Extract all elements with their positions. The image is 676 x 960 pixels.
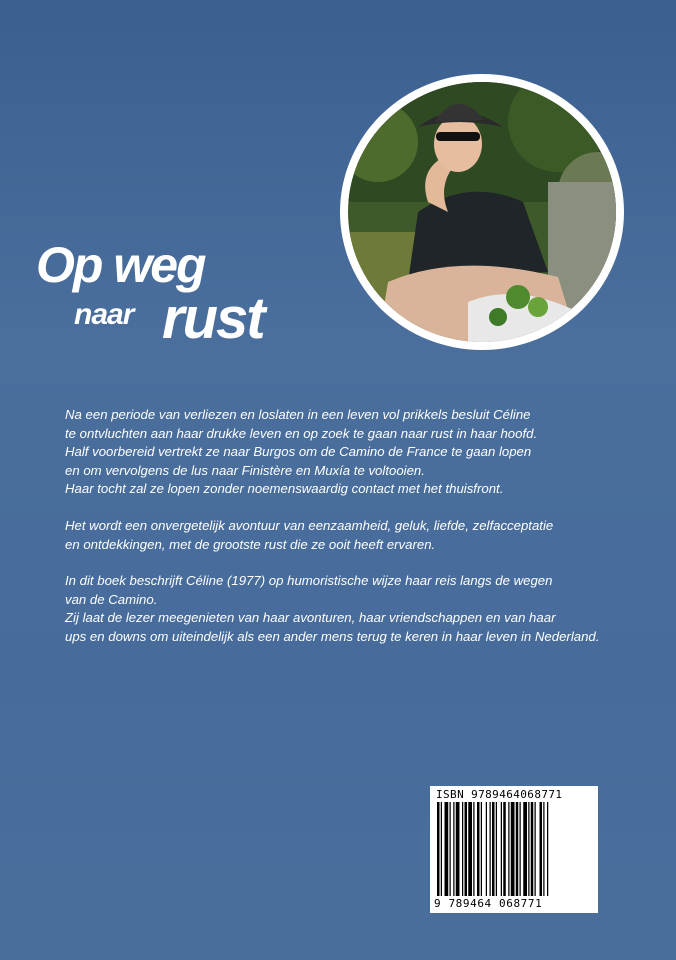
barcode-bar bbox=[528, 802, 529, 896]
barcode-bar bbox=[437, 802, 440, 896]
title-line-3: rust bbox=[162, 286, 264, 351]
barcode-bar bbox=[473, 802, 474, 896]
title-line-2: naar bbox=[74, 298, 134, 331]
barcode-bar bbox=[486, 802, 487, 896]
isbn-barcode bbox=[430, 786, 598, 913]
barcode-bars bbox=[437, 802, 591, 896]
barcode-bar bbox=[477, 802, 480, 896]
barcode-bar bbox=[523, 802, 527, 896]
barcode-bar bbox=[468, 802, 472, 896]
barcode-bar bbox=[450, 802, 451, 896]
barcode-bar bbox=[531, 802, 534, 896]
blurb-paragraph-2: Het wordt een onvergetelijk avontuur van eenzaamheid, geluk, liefde, zelfacceptatie en ontdekkingen, met de grootste rust die ze ooit heeft ervaren. bbox=[65, 517, 554, 552]
barcode-bar bbox=[456, 802, 460, 896]
barcode-bar bbox=[535, 802, 536, 896]
barcode-bar bbox=[492, 802, 495, 896]
title-line-1: Op weg bbox=[36, 237, 205, 293]
barcode-bar bbox=[441, 802, 442, 896]
barcode-bar bbox=[496, 802, 497, 896]
barcode-bar bbox=[547, 802, 548, 896]
barcode-bar bbox=[503, 802, 506, 896]
barcode-bar bbox=[481, 802, 482, 896]
barcode-bar bbox=[501, 802, 502, 896]
book-title bbox=[36, 237, 326, 360]
author-photo-illustration bbox=[348, 82, 616, 342]
author-photo bbox=[340, 74, 624, 350]
isbn-label: ISBN 9789464068771 bbox=[436, 788, 563, 801]
barcode-bar bbox=[462, 802, 463, 896]
barcode-bar bbox=[490, 802, 491, 896]
blurb-paragraph-3: In dit boek beschrijft Céline (1977) op humoristische wijze haar reis langs de wegen van de Camino. Zij laat de lezer meegenieten van haar avonturen, haar vriendschappen en van haar ups en downs om uiteindelijk als een ander mens terug te keren in haar leven in Nederland. bbox=[65, 573, 600, 644]
barcode-bar bbox=[516, 802, 519, 896]
barcode-bar bbox=[520, 802, 521, 896]
barcode-bar bbox=[445, 802, 449, 896]
barcode-bar bbox=[453, 802, 454, 896]
barcode-bar bbox=[465, 802, 468, 896]
barcode-bar bbox=[543, 802, 544, 896]
barcode-bar bbox=[511, 802, 515, 896]
barcode-bar bbox=[508, 802, 509, 896]
back-cover-blurb bbox=[65, 406, 625, 665]
barcode-bar bbox=[540, 802, 543, 896]
blurb-paragraph-1: Na een periode van verliezen en loslaten in een leven vol prikkels besluit Céline te ontvluchten aan haar drukke leven en op zoek te gaan naar rust in haar hoofd. Half voorbereid vertrekt ze naar Burgos om de Camino de France te gaan lopen en om vervolgens de lus naar Finistère en Muxía te voltooien. Haar tocht zal ze lopen zonder noemenswaardig contact met het thuisfront. bbox=[65, 407, 538, 497]
isbn-digits: 9 789464 068771 bbox=[434, 897, 543, 910]
